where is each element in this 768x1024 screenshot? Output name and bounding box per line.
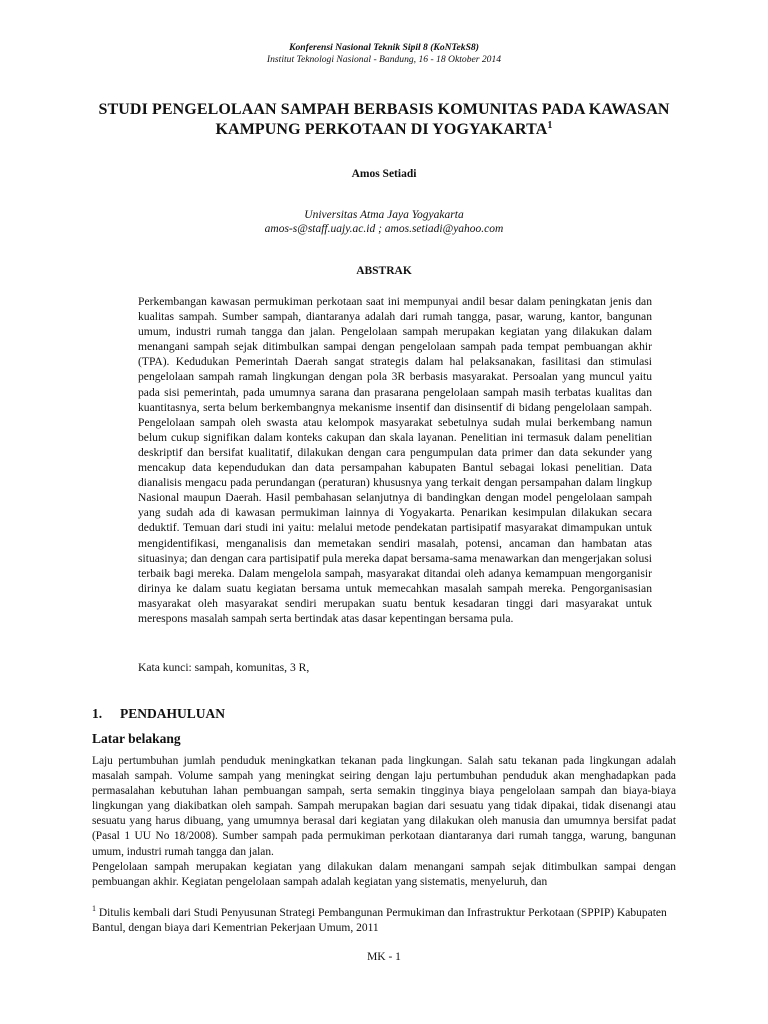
footnote (92, 906, 676, 936)
conference-header (0, 42, 768, 66)
abstract-text: Perkembangan kawasan permukiman perkotaan saat ini mempunyai andil besar dalam peningkatan jenis dan kualitas sampah. Sumber sampah, diantaranya adalah dari rumah tangga, pasar, warung, kantor, bangunan umum, industri rumah tangga dan jalan. Pengelolaan sampah merupakan kegiatan yang dilakukan dalam menangani sampah sejak ditimbulkan sampai dengan pengelolaan sampah pada tempat pembuangan akhir (TPA). Kedudukan Pemerintah Daerah sangat strategis dalam hal pelaksanakan, fasilitasi dan stimulasi pengelolaan sampah ramah lingkungan dengan pola 3R berbasis masyarakat. Persoalan yang muncul yaitu pada sisi pemerintah, pada umumnya sarana dan prasarana pengelolaan sampah masih terbatas kualitas dan kuantitasnya, serta belum berkembangnya mekanisme insentif dan disinsentif di bidang pengelolaan sampah. Pengelolaan sampah oleh swasta atau kelompok masyarakat sebetulnya sudah mulai berkembang namun belum cukup signifikan dalam konteks cakupan dan skala layanan. Penelitian ini termasuk dalam penelitian deskriptif dan bersifat kualitatif, dilakukan dengan cara pengumpulan data primer dan data sekunder yang mencakup data kependudukan dan data persampahan kabupaten Bantul sebagai lokasi penelitian. Data dianalisis mengacu pada perundangan (peraturan) khususnya yang terkait dengan persampahan dalam lingkup Nasional maupun Daerah. Hasil pembahasan selanjutnya di bandingkan dengan model pengelolaan sampah yang sudah ada di kawasan permukiman lainnya di Yogyakarta. Penarikan kesimpulan dilakukan secara deduktif. Temuan dari studi ini yaitu: melalui metode pendekatan partisipatif masyarakat dimampukan untuk mengidentifikasi, menganalisis dan memetakan sendiri masalah, potensi, ancaman dan hambatan atas situasinya; dan dengan cara partisipatif pula mereka dapat bersama-sama menawarkan dan mengerjakan solusi terbaik bagi mereka. Dalam mengelola sampah, masyarakat ditandai oleh adanya kemampuan mengorganisir dirinya ke dalam suatu kegiatan bersama untuk memecahkan masalah sampah mereka. Pengorganisasian masyarakat oleh masyarakat sendiri merupakan suatu bentuk kesadaran tinggi dari masyarakat untuk merespons masalah sampah serta bertindak atas dasar kepentingan bersama pula. (138, 295, 652, 625)
abstract-heading: ABSTRAK (356, 265, 412, 277)
author-affiliation-block (0, 208, 768, 236)
author-name: Amos Setiadi (351, 168, 417, 180)
section-body (92, 754, 676, 890)
author-email: amos-s@staff.uajy.ac.id ; amos.setiadi@yahoo.com (264, 223, 504, 235)
footnote-mark: 1 (92, 904, 96, 913)
section-heading (92, 706, 225, 722)
conference-name: Konferensi Nasional Teknik Sipil 8 (KoNTekS8) (289, 42, 479, 53)
page-number: MK - 1 (367, 951, 401, 963)
author-affiliation: Universitas Atma Jaya Yogyakarta (304, 209, 464, 221)
title-line-2: KAMPUNG PERKOTAAN DI YOGYAKARTA (215, 121, 548, 138)
conference-venue: Institut Teknologi Nasional - Bandung, 16 - 18 Oktober 2014 (266, 54, 502, 65)
title-footnote-mark: 1 (547, 120, 553, 131)
subsection-heading: Latar belakang (92, 731, 181, 746)
title-line-1: STUDI PENGELOLAAN SAMPAH BERBASIS KOMUNITAS PADA KAWASAN (98, 101, 670, 118)
keywords: Kata kunci: sampah, komunitas, 3 R, (138, 661, 310, 674)
section-title: PENDAHULUAN (120, 706, 226, 721)
footnote-text: Ditulis kembali dari Studi Penyusunan Strategi Pembangunan Permukiman dan Infrastruktur Perkotaan (SPPIP) Kabupaten Bantul, dengan biaya dari Kementrian Pekerjaan Umum, 2011 (92, 907, 667, 934)
paper-title (90, 100, 678, 140)
section-number: 1. (92, 706, 103, 721)
body-paragraph-2: Pengelolaan sampah merupakan kegiatan yang dilakukan dalam menangani sampah sejak ditimbulkan sampai dengan pembuangan akhir. Kegiatan pengelolaan sampah adalah kegiatan yang sistematis, menyeluruh, dan (92, 860, 676, 888)
body-paragraph-1: Laju pertumbuhan jumlah penduduk meningkatkan tekanan pada lingkungan. Salah satu tekanan pada lingkungan adalah masalah sampah. Volume sampah yang meningkat seiring dengan laju pertumbuhan penduduk akan menghadapkan pada permasalahan kebutuhan lahan pembuangan sampah, serta semakin tingginya biaya pengelolaan sampah dan biaya-biaya lingkungan yang diakibatkan oleh sampah. Sampah merupakan bagian dari sesuatu yang tidak dipakai, tidak disenangi atau sesuatu yang harus dibuang, yang umumnya berasal dari kegiatan yang dilakukan oleh manusia dan umumnya bersifat padat (Pasal 1 UU No 18/2008). Sumber sampah pada permukiman perkotaan diantaranya dari rumah tangga, warung, bangunan umum, industri rumah tangga dan jalan. (92, 755, 676, 858)
